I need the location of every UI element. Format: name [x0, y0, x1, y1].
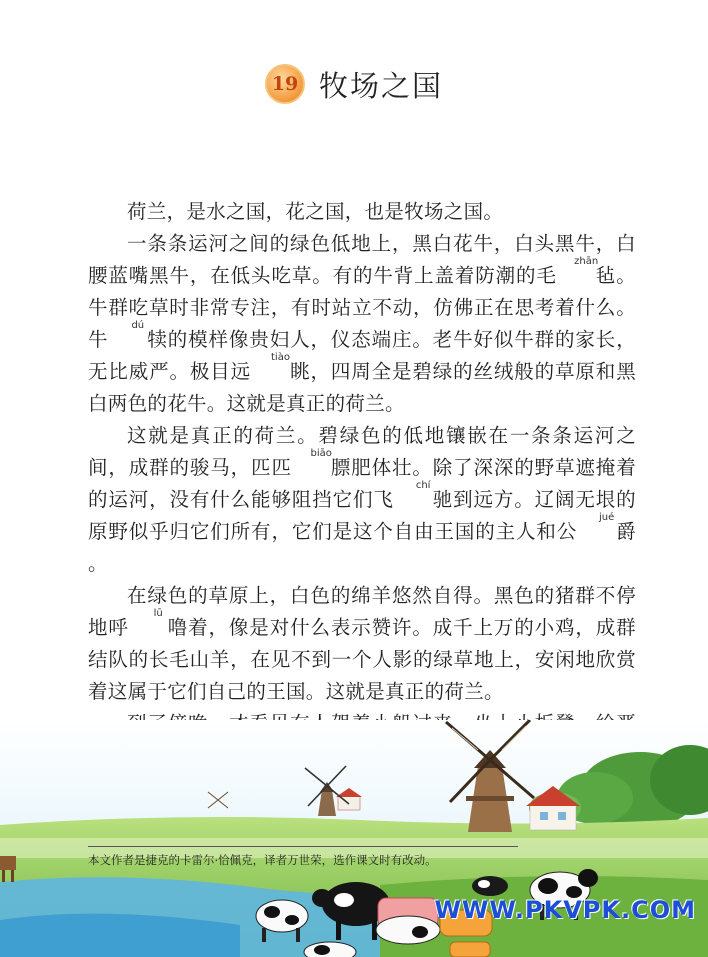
footnote: 本文作者是捷克的卡雷尔·恰佩克，译者万世荣，选作课文时有改动。 — [88, 853, 437, 867]
text-run: 荷兰，是水之国，花之国，也是牧场之国。 — [127, 200, 504, 223]
paragraph — [88, 420, 636, 580]
text-run: 。 — [88, 552, 108, 575]
annotated-char-text: 犊 — [147, 328, 168, 351]
pinyin-annotation: biāo — [310, 448, 332, 459]
paragraph-text — [88, 580, 636, 708]
annotated-character — [129, 608, 188, 644]
text-run: 到远方。辽阔无垠的原野似乎归它们所有，它们是这个自由王国的主人和公 — [88, 488, 636, 543]
annotated-character — [292, 448, 351, 484]
text-run: 着，像是对什么表示赞许。成千上万的小鸡，成群结队的长毛山羊，在见不到一个人影的绿草地上，安闲地欣赏着这属于它们自己的王国。这就是真正的荷兰。 — [88, 616, 636, 703]
annotated-char-text: 膘 — [330, 456, 351, 479]
paragraph-text — [88, 196, 636, 228]
annotated-character — [251, 352, 310, 388]
annotated-char-text: 眺 — [290, 360, 310, 383]
annotated-char-text: 噜 — [167, 616, 188, 639]
annotated-character — [394, 480, 453, 516]
lesson-number-badge — [265, 64, 305, 104]
text-run: 这就是真正的荷兰。碧绿色的低地镶嵌在一条条运河之间，成群的骏马，匹匹 — [88, 424, 636, 479]
annotated-character — [108, 320, 168, 356]
paragraph — [88, 228, 636, 420]
pinyin-annotation: chí — [415, 480, 431, 491]
annotated-char-text: 爵 — [616, 520, 636, 543]
text-run: 。牛群吃草时非常专注，有时站立不动，仿佛正在思考着什么。牛 — [88, 264, 636, 351]
pinyin-annotation: zhān — [574, 256, 599, 267]
site-watermark: WWW.PKVPK.COM — [434, 896, 696, 924]
pinyin-annotation: tiào — [270, 352, 290, 363]
lesson-text — [88, 196, 636, 804]
lesson-number: 19 — [271, 73, 299, 95]
paragraph — [88, 196, 636, 228]
pinyin-annotation: lū — [153, 608, 163, 619]
pinyin-annotation: dú — [131, 320, 145, 331]
footnote-divider — [88, 846, 518, 847]
page-title: 牧场之国 — [318, 68, 443, 103]
annotated-character — [577, 512, 636, 548]
annotated-char-text: 毡 — [595, 264, 616, 287]
text-run: 的模样像贵妇人，仪态端庄。老牛好似牛群的家长，无比威严。极目远 — [88, 328, 636, 383]
annotated-char-text: 驰 — [432, 488, 453, 511]
paragraph — [88, 580, 636, 708]
paragraph-text — [88, 228, 636, 420]
paragraph-text — [88, 420, 636, 580]
text-run: ，四周全是碧绿的丝绒般的草原和黑白两色的花牛。这就是真正的荷兰。 — [88, 360, 636, 415]
lesson-header — [0, 62, 708, 106]
text-run: 在绿色的草原上，白色的绵羊悠然自得。黑色的猪群不停地呼 — [88, 584, 636, 639]
text-run: 一条条运河之间的绿色低地上，黑白花牛，白头黑牛，白腰蓝嘴黑牛，在低头吃草。有的牛背上盖着防潮的毛 — [88, 232, 636, 287]
annotated-character — [557, 256, 616, 292]
text-run: 肥体壮。除了深深的野草遮掩着的运河，没有什么能够阻挡它们飞 — [88, 456, 636, 511]
pinyin-annotation: jué — [598, 512, 615, 523]
